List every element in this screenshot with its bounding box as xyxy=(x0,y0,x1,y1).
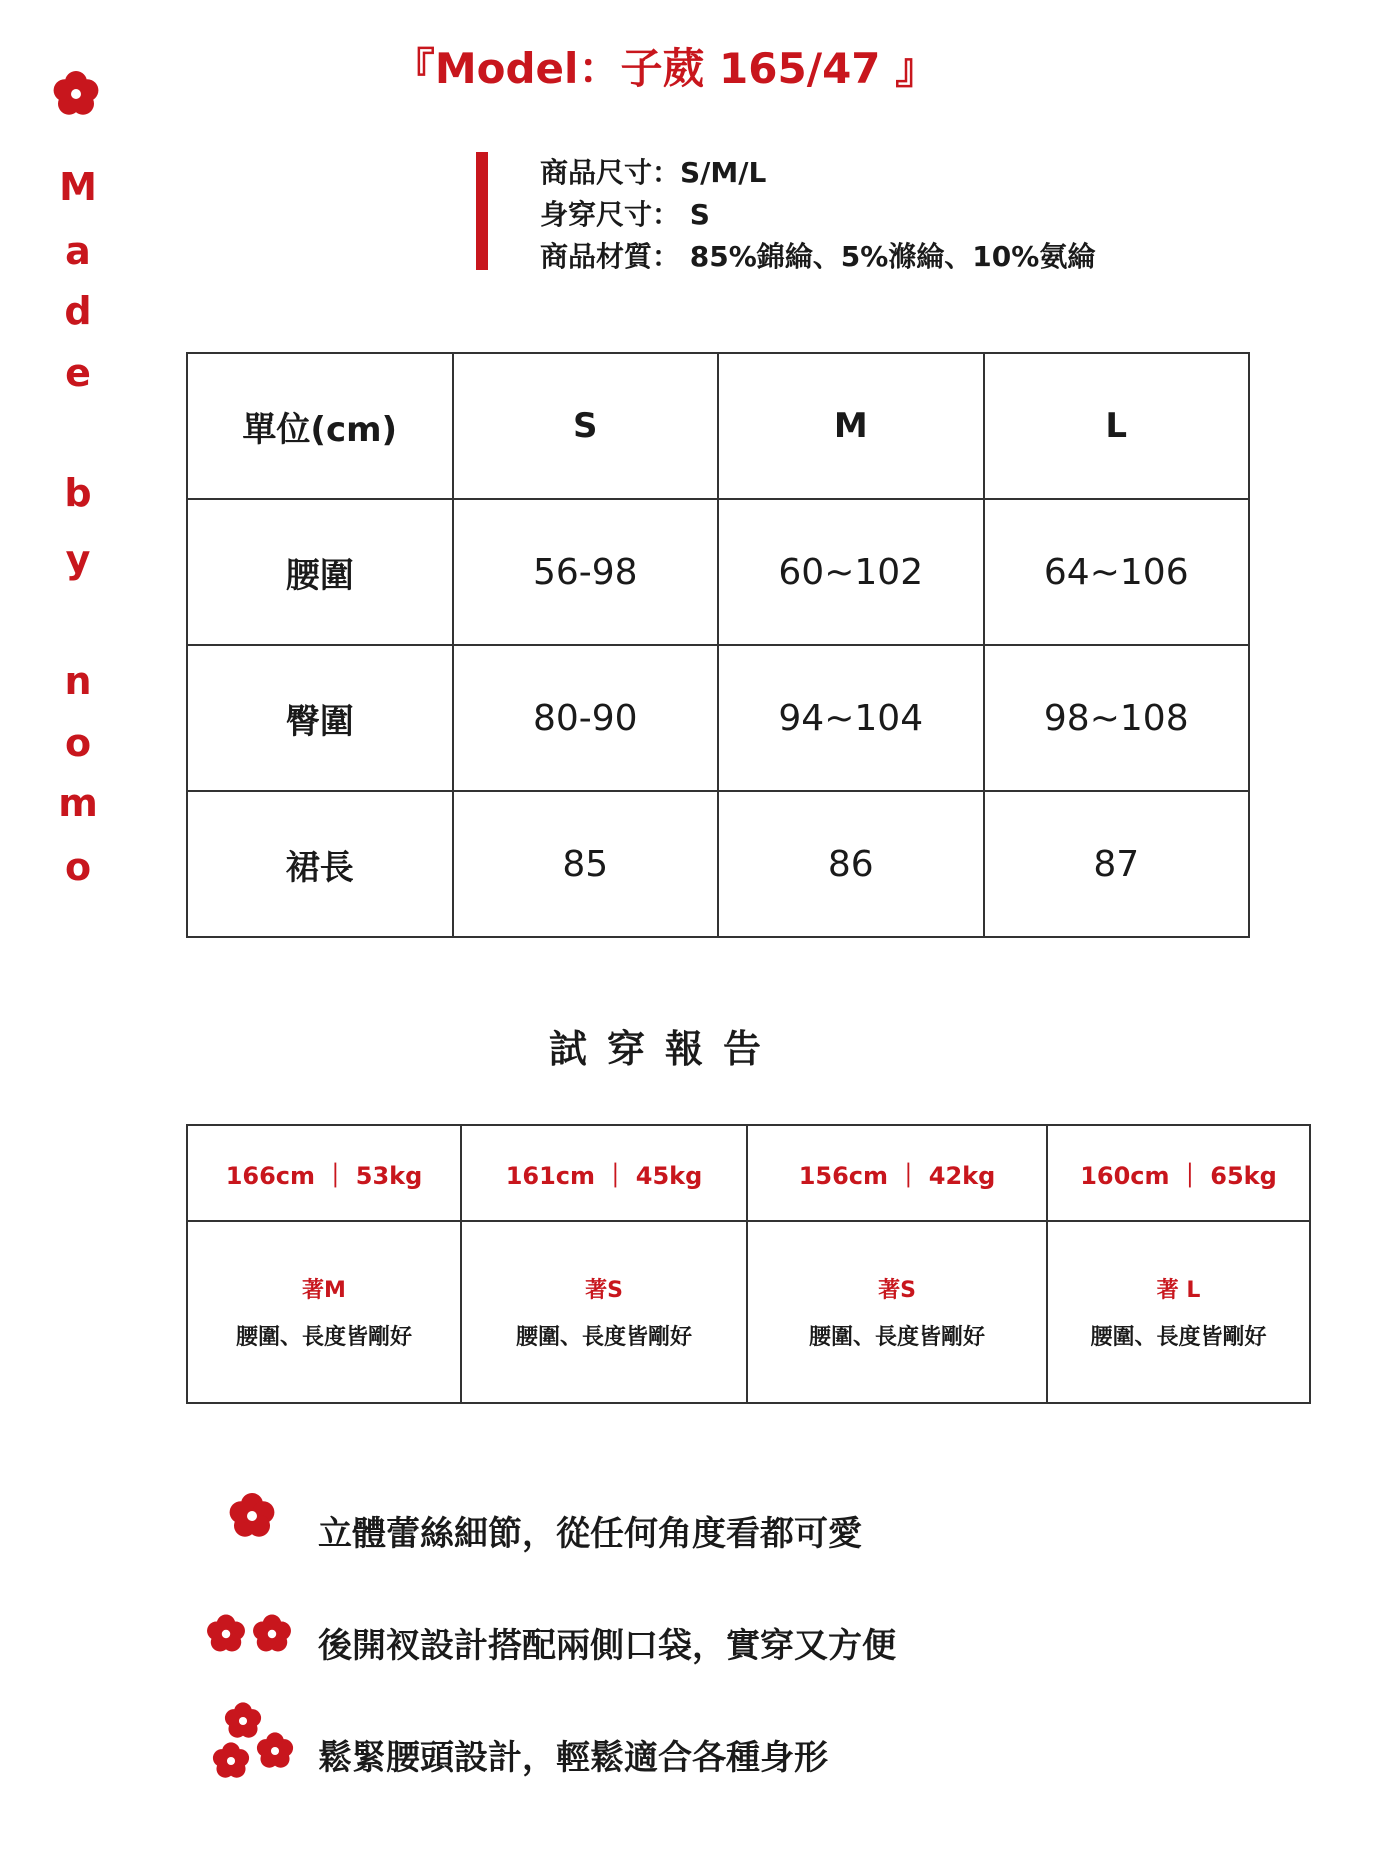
brand-letter: y xyxy=(65,537,91,581)
brand-letter: n xyxy=(64,659,92,703)
feature-lace-detail: 立體蕾絲細節，從任何角度看都可愛 xyxy=(318,1514,862,1554)
size-table-header: M xyxy=(718,353,984,499)
flower-icon xyxy=(226,1490,278,1542)
report-stats-cell: 161cm ｜ 45kg xyxy=(461,1125,747,1221)
size-table-row xyxy=(187,645,1249,791)
size-table-cell: 98~108 xyxy=(984,645,1250,791)
brand-letter: e xyxy=(65,351,91,395)
size-table-cell: 85 xyxy=(453,791,719,937)
size-table-cell: 80-90 xyxy=(453,645,719,791)
flower-icon xyxy=(250,1612,294,1656)
size-table-header-row xyxy=(187,353,1249,499)
size-table-row xyxy=(187,791,1249,937)
brand-letter: M xyxy=(59,165,97,209)
size-table-cell: 腰圍 xyxy=(187,499,453,645)
size-table-cell: 87 xyxy=(984,791,1250,937)
fit-note: 腰圍、長度皆剛好 xyxy=(515,1325,692,1350)
info-accent-bar xyxy=(476,152,488,270)
flower-icon xyxy=(204,1612,248,1656)
size-table-cell: 86 xyxy=(718,791,984,937)
size-table-cell: 臀圍 xyxy=(187,645,453,791)
worn-size: 著M xyxy=(302,1278,346,1303)
report-result-row xyxy=(187,1221,1310,1403)
report-result-cell xyxy=(1047,1221,1310,1403)
size-table-header: L xyxy=(984,353,1250,499)
feature-slit-pockets: 後開衩設計搭配兩側口袋，實穿又方便 xyxy=(318,1626,896,1666)
info-line-size: 商品尺寸：S/M/L xyxy=(540,156,767,189)
report-stats-cell: 166cm ｜ 53kg xyxy=(187,1125,461,1221)
fit-note: 腰圍、長度皆剛好 xyxy=(235,1325,412,1350)
report-stats-row xyxy=(187,1125,1310,1221)
report-title: 試穿報告 xyxy=(548,1027,781,1071)
worn-size: 著 L xyxy=(1156,1278,1201,1303)
flower-icon xyxy=(254,1730,296,1772)
size-table-cell: 裙長 xyxy=(187,791,453,937)
brand-letter: o xyxy=(64,721,92,765)
size-table-cell: 56-98 xyxy=(453,499,719,645)
fit-note: 腰圍、長度皆剛好 xyxy=(1090,1325,1267,1350)
worn-size: 著S xyxy=(585,1278,623,1303)
brand-letter: a xyxy=(65,229,91,273)
report-result-cell xyxy=(747,1221,1047,1403)
model-title: 『Model：子葳 165/47 』 xyxy=(392,44,938,93)
report-table xyxy=(186,1124,1311,1404)
size-table-cell: 64~106 xyxy=(984,499,1250,645)
brand-letter: o xyxy=(64,845,92,889)
flower-icon xyxy=(210,1740,252,1782)
info-line-material: 商品材質： 85%錦綸、5%滌綸、10%氨綸 xyxy=(540,240,1096,273)
size-table-header: S xyxy=(453,353,719,499)
size-table-header: 單位(cm) xyxy=(187,353,453,499)
info-line-worn-size: 身穿尺寸： S xyxy=(540,198,710,231)
size-table-row xyxy=(187,499,1249,645)
brand-letter: m xyxy=(58,781,98,825)
fit-note: 腰圍、長度皆剛好 xyxy=(808,1325,985,1350)
report-result-cell xyxy=(461,1221,747,1403)
worn-size: 著S xyxy=(878,1278,916,1303)
feature-elastic-waist: 鬆緊腰頭設計，輕鬆適合各種身形 xyxy=(318,1738,828,1778)
size-table xyxy=(186,352,1250,938)
report-result-cell xyxy=(187,1221,461,1403)
size-table-cell: 60~102 xyxy=(718,499,984,645)
report-stats-cell: 156cm ｜ 42kg xyxy=(747,1125,1047,1221)
product-info xyxy=(540,152,1095,278)
brand-letter: d xyxy=(64,289,92,333)
brand-letter: b xyxy=(64,471,92,515)
report-stats-cell: 160cm ｜ 65kg xyxy=(1047,1125,1310,1221)
size-table-cell: 94~104 xyxy=(718,645,984,791)
